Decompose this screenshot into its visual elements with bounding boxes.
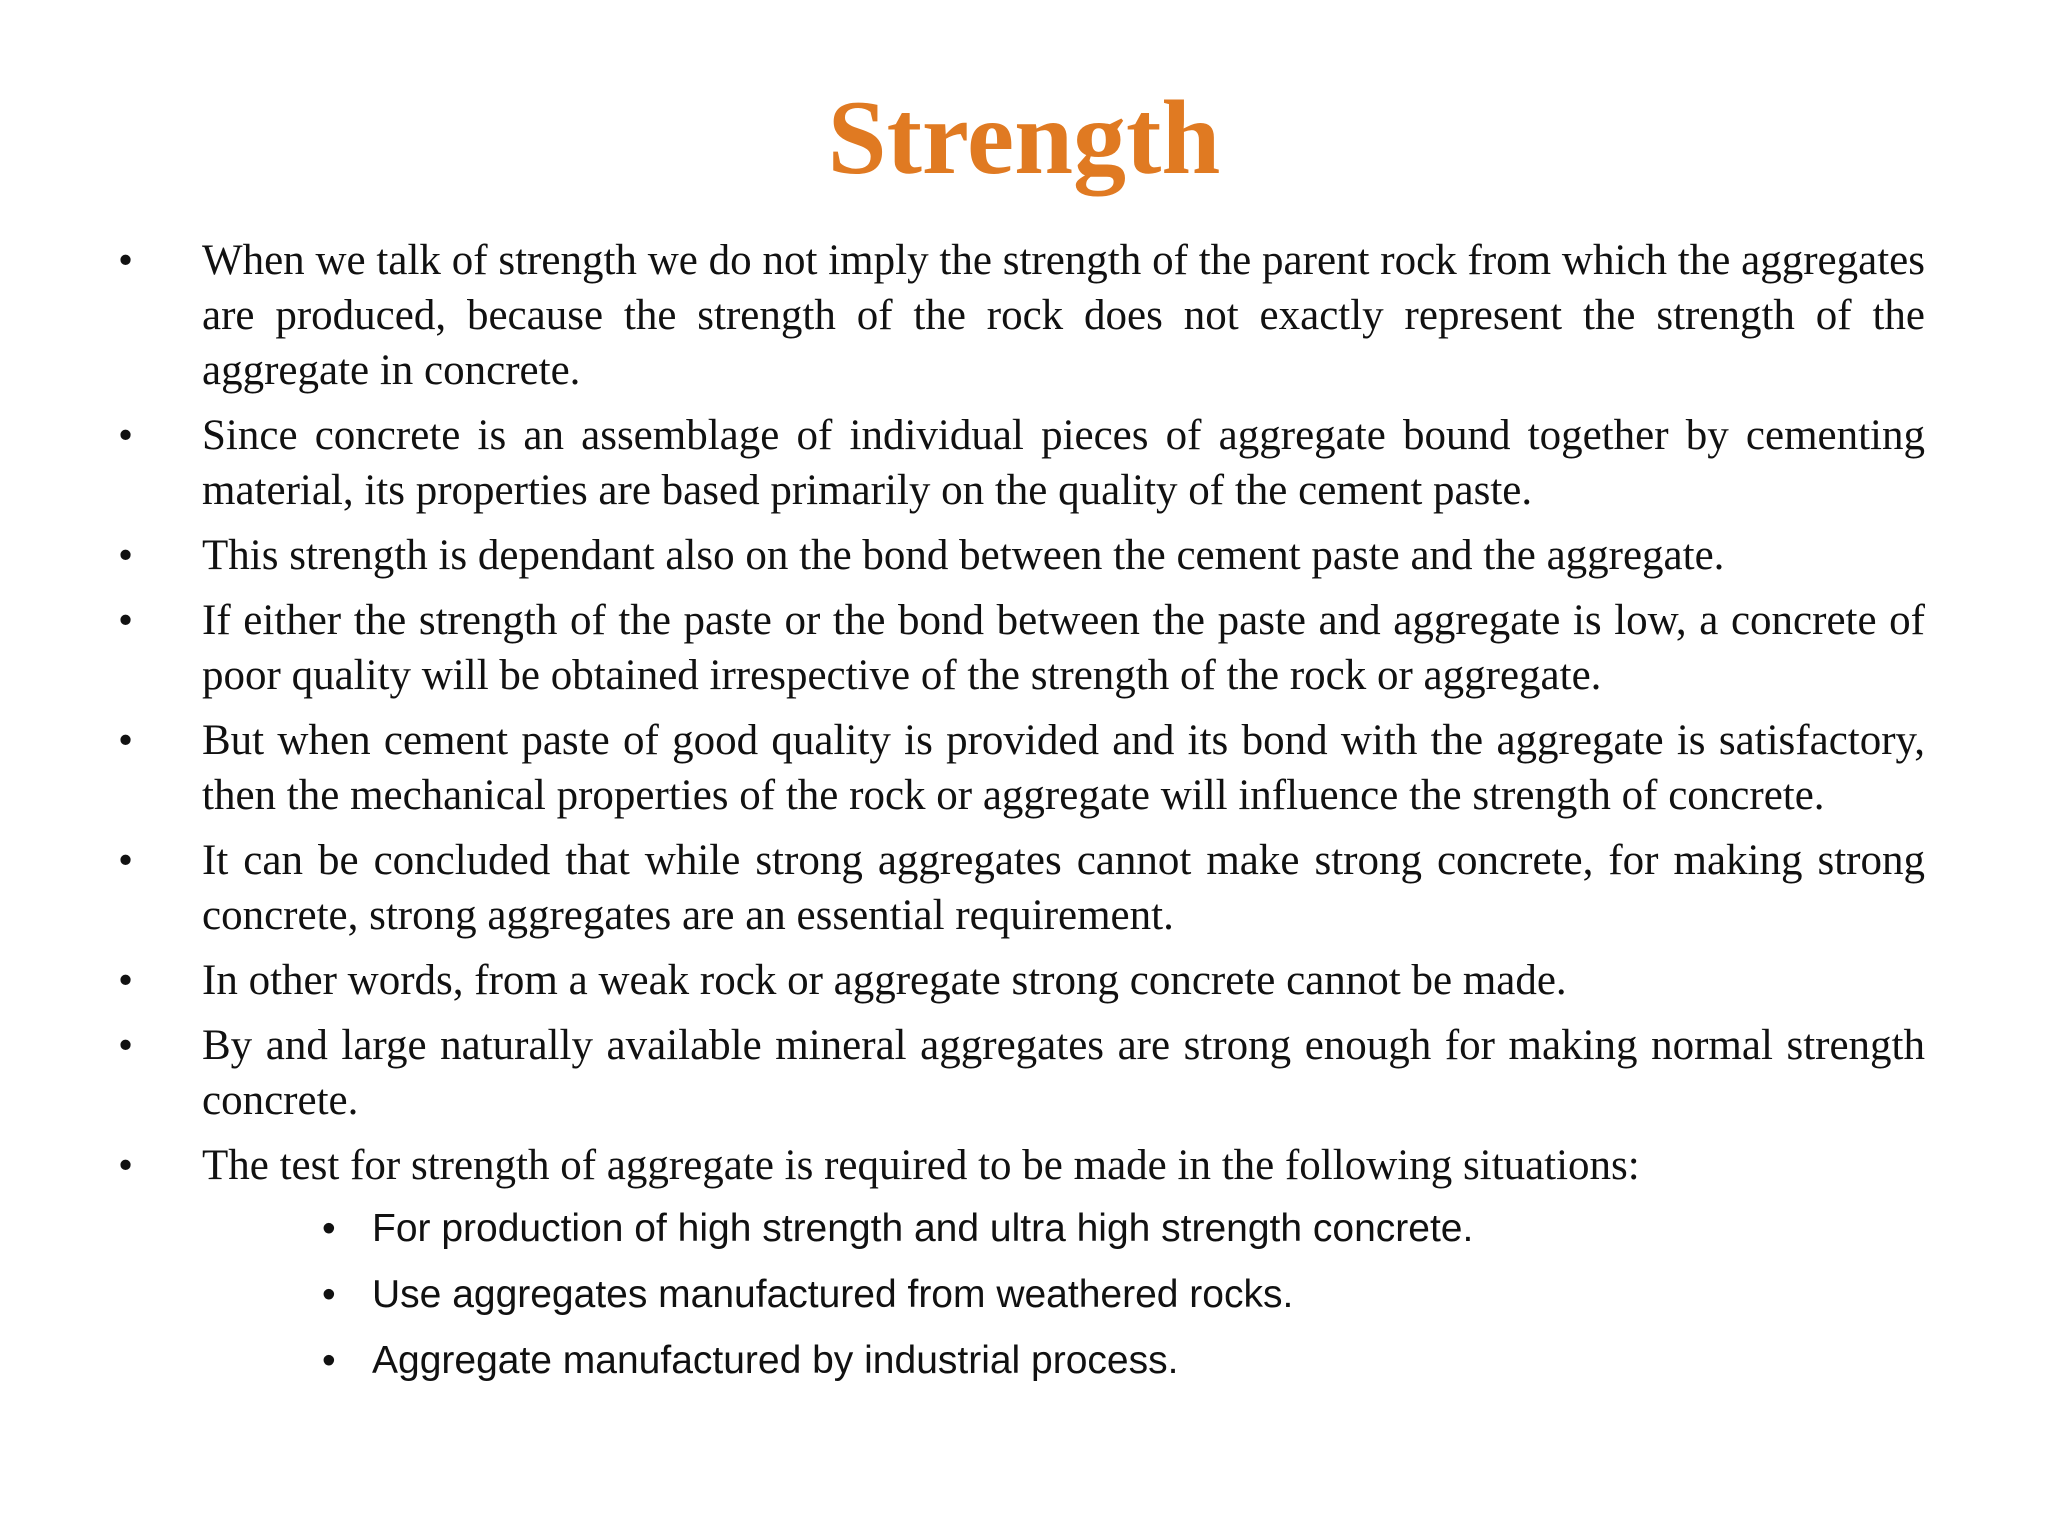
sub-bullet-item [322,1333,1925,1389]
sub-bullet-text: Aggregate manufactured by industrial process. [372,1339,1179,1382]
bullet-item [118,1018,1925,1128]
bullet-text: This strength is dependant also on the bond between the cement paste and the aggregate. [202,532,1725,579]
bullet-item [118,1138,1925,1389]
bullet-text: But when cement paste of good quality is provided and its bond with the aggregate is satisfactory, then the mechanical properties of the rock or aggregate will influence the strength of concrete. [202,717,1925,819]
bullet-text: If either the strength of the paste or the bond between the paste and aggregate is low, a concrete of poor quality will be obtained irrespective of the strength of the rock or aggregate. [202,597,1925,699]
bullet-item [118,953,1925,1008]
bullet-item [118,713,1925,823]
bullet-dot: • [118,1022,134,1069]
bullet-dot: • [118,237,134,284]
sub-bullet-item [322,1201,1925,1257]
bullet-text: The test for strength of aggregate is required to be made in the following situations: [202,1142,1640,1189]
bullet-dot: • [118,1142,134,1189]
bullet-dot: • [118,597,134,644]
bullet-item [118,833,1925,943]
bullet-text: Since concrete is an assemblage of individual pieces of aggregate bound together by cementing material, its properties are based primarily on the quality of the cement paste. [202,412,1925,514]
sub-bullet-item [322,1267,1925,1323]
bullet-dot: • [118,412,134,459]
sub-bullet-text: Use aggregates manufactured from weathered rocks. [372,1273,1294,1316]
bullet-line [118,1138,1925,1193]
bullet-text: It can be concluded that while strong aggregates cannot make strong concrete, for making strong concrete, strong aggregates are an essential requirement. [202,837,1925,939]
bullet-item [118,233,1925,398]
bullet-text: In other words, from a weak rock or aggregate strong concrete cannot be made. [202,957,1567,1004]
bullet-list [118,233,1925,1399]
bullet-text: By and large naturally available mineral aggregates are strong enough for making normal strength concrete. [202,1022,1925,1124]
sub-bullet-list [118,1201,1925,1389]
bullet-dot: • [118,837,134,884]
bullet-text: When we talk of strength we do not imply the strength of the parent rock from which the aggregates are produced, because the strength of the rock does not exactly represent the strength of the aggregate in concrete. [202,237,1925,394]
sub-bullet-dot: • [322,1339,336,1382]
sub-bullet-dot: • [322,1273,336,1316]
sub-bullet-text: For production of high strength and ultra high strength concrete. [372,1207,1474,1250]
bullet-dot: • [118,717,134,764]
slide-title: Strength [827,79,1221,196]
bullet-item [118,593,1925,703]
bullet-item [118,408,1925,518]
bullet-item [118,528,1925,583]
sub-bullet-dot: • [322,1207,336,1250]
bullet-dot: • [118,532,134,579]
bullet-dot: • [118,957,134,1004]
